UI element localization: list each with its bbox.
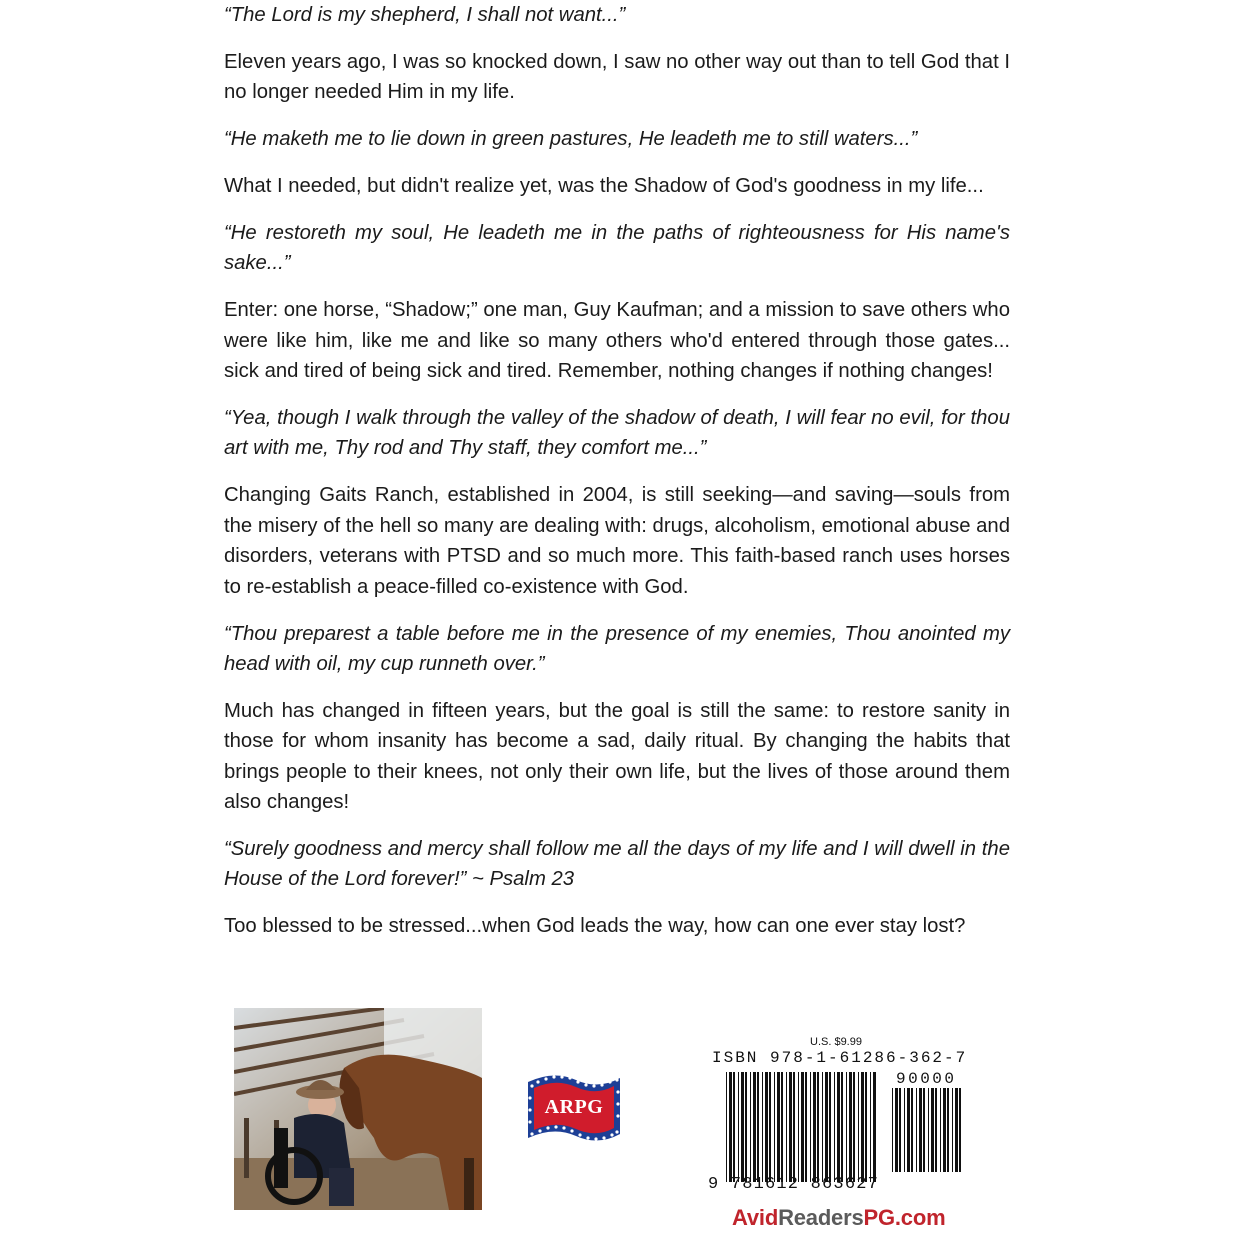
barcode-bar bbox=[904, 1088, 905, 1172]
barcode-bar bbox=[801, 1072, 804, 1182]
addon-barcode-bars bbox=[890, 1088, 966, 1174]
author-photo-graphic bbox=[234, 1008, 482, 1210]
psalm-quote-6: “Surely goodness and mercy shall follow me all the days of my life and I will dwell in the House of the Lord forever!” ~ Psalm 23 bbox=[224, 837, 1010, 891]
psalm-quote-3: “He restoreth my soul, He leadeth me in the paths of righteousness for His name's sake...” bbox=[224, 222, 1010, 275]
ean-barcode-bars bbox=[724, 1072, 880, 1184]
barcode-bar bbox=[781, 1072, 783, 1182]
barcode-bar bbox=[753, 1072, 756, 1182]
price-addon-digits: 90000 bbox=[896, 1070, 957, 1088]
barcode-bar bbox=[858, 1072, 859, 1182]
barcode-bar bbox=[834, 1072, 835, 1182]
barcode-bar bbox=[911, 1088, 913, 1172]
barcode-bar bbox=[841, 1072, 843, 1182]
barcode-bar bbox=[762, 1072, 763, 1182]
barcode-bar bbox=[774, 1072, 775, 1182]
barcode-bar bbox=[829, 1072, 831, 1182]
barcode-bar bbox=[923, 1088, 925, 1172]
barcode-bar bbox=[757, 1072, 759, 1182]
barcode-bar bbox=[943, 1088, 946, 1172]
isbn-barcode bbox=[700, 1036, 970, 1196]
barcode-bar bbox=[853, 1072, 855, 1182]
price-label: U.S. $9.99 bbox=[810, 1036, 862, 1048]
barcode-bar bbox=[813, 1072, 816, 1182]
author-photo bbox=[234, 1008, 482, 1210]
barcode-bar bbox=[952, 1088, 953, 1172]
barcode-bar bbox=[750, 1072, 751, 1182]
barcode-bar bbox=[745, 1072, 747, 1182]
barcode-bar bbox=[846, 1072, 847, 1182]
barcode-bar bbox=[822, 1072, 823, 1182]
ean-digits: 9 781612 863627 bbox=[708, 1175, 880, 1194]
barcode-bar bbox=[837, 1072, 840, 1182]
paragraph-1: Eleven years ago, I was so knocked down, I saw no other way out than to tell God that I no longer needed Him in my life. bbox=[224, 50, 1010, 104]
paragraph-6: Too blessed to be stressed...when God leads the way, how can one ever stay lost? bbox=[224, 915, 966, 938]
publisher-url-part-1: Avid bbox=[732, 1205, 779, 1230]
barcode-bar bbox=[741, 1072, 744, 1182]
barcode-bar bbox=[870, 1072, 871, 1182]
barcode-bar bbox=[916, 1088, 917, 1172]
barcode-bar bbox=[789, 1072, 792, 1182]
barcode-bar bbox=[955, 1088, 958, 1172]
isbn-label: ISBN 978-1-61286-362-7 bbox=[712, 1049, 968, 1067]
barcode-bar bbox=[738, 1072, 739, 1182]
barcode-bar bbox=[861, 1072, 864, 1182]
barcode-bar bbox=[777, 1072, 780, 1182]
barcode-bar bbox=[935, 1088, 937, 1172]
barcode-bar bbox=[810, 1072, 811, 1182]
barcode-bar bbox=[817, 1072, 819, 1182]
barcode-bar bbox=[786, 1072, 787, 1182]
paragraph-2: What I needed, but didn't realize yet, was the Shadow of God's goodness in my life... bbox=[224, 175, 984, 198]
barcode-bar bbox=[928, 1088, 929, 1172]
barcode-bar bbox=[931, 1088, 934, 1172]
psalm-quote-4: “Yea, though I walk through the valley of the shadow of death, I will fear no evil, for thou art with me, Thy rod and Thy staff, they comfort me...” bbox=[224, 407, 1010, 460]
barcode-bar bbox=[849, 1072, 852, 1182]
barcode-bar bbox=[726, 1072, 727, 1182]
barcode-bar bbox=[798, 1072, 799, 1182]
paragraph-3: Enter: one horse, “Shadow;” one man, Guy Kaufman; and a mission to save others who were like him, like me and like so many others who'd entered through those gates... sick and tired of being sick and tired. Remember, nothing changes if nothing changes! bbox=[224, 299, 1010, 383]
barcode-bar bbox=[899, 1088, 901, 1172]
back-cover-text bbox=[224, 0, 1010, 958]
arpg-logo bbox=[524, 1068, 624, 1150]
psalm-quote-5: “Thou preparest a table before me in the presence of my enemies, Thou anointed my head with oil, my cup runneth over.” bbox=[224, 622, 1010, 675]
paragraph-5: Much has changed in fifteen years, but the goal is still the same: to restore sanity in those for whom insanity has become a sad, daily ritual. By changing the habits that brings people to their knees, not only their own life, but the lives of those around them also changes! bbox=[224, 699, 1010, 814]
barcode-bar bbox=[907, 1088, 910, 1172]
publisher-url bbox=[732, 1205, 945, 1231]
publisher-url-part-3: PG.com bbox=[863, 1205, 946, 1230]
barcode-bar bbox=[959, 1088, 961, 1172]
barcode-bar bbox=[892, 1088, 893, 1172]
barcode-bar bbox=[940, 1088, 941, 1172]
barcode-bar bbox=[895, 1088, 898, 1172]
barcode-bar bbox=[805, 1072, 807, 1182]
barcode-bar bbox=[765, 1072, 768, 1182]
barcode-bar bbox=[729, 1072, 732, 1182]
barcode-bar bbox=[769, 1072, 771, 1182]
barcode-bar bbox=[825, 1072, 828, 1182]
publisher-url-part-2: Readers bbox=[778, 1205, 864, 1230]
barcode-bar bbox=[865, 1072, 867, 1182]
barcode-bar bbox=[793, 1072, 795, 1182]
psalm-quote-2: “He maketh me to lie down in green pastures, He leadeth me to still waters...” bbox=[224, 128, 918, 151]
barcode-bar bbox=[919, 1088, 922, 1172]
barcode-bar bbox=[733, 1072, 735, 1182]
paragraph-4: Changing Gaits Ranch, established in 2004, is still seeking—and saving—souls from the misery of the hell so many are dealing with: drugs, alcoholism, emotional abuse and disorders, veterans with PTSD and so much more. This faith-based ranch uses horses to re-establish a peace-filled co-existence with God. bbox=[224, 484, 1010, 598]
barcode-bar bbox=[947, 1088, 949, 1172]
arpg-logo-text: ARPG bbox=[544, 1096, 604, 1118]
psalm-quote-1: “The Lord is my shepherd, I shall not want...” bbox=[224, 4, 626, 26]
barcode-bar bbox=[873, 1072, 876, 1182]
